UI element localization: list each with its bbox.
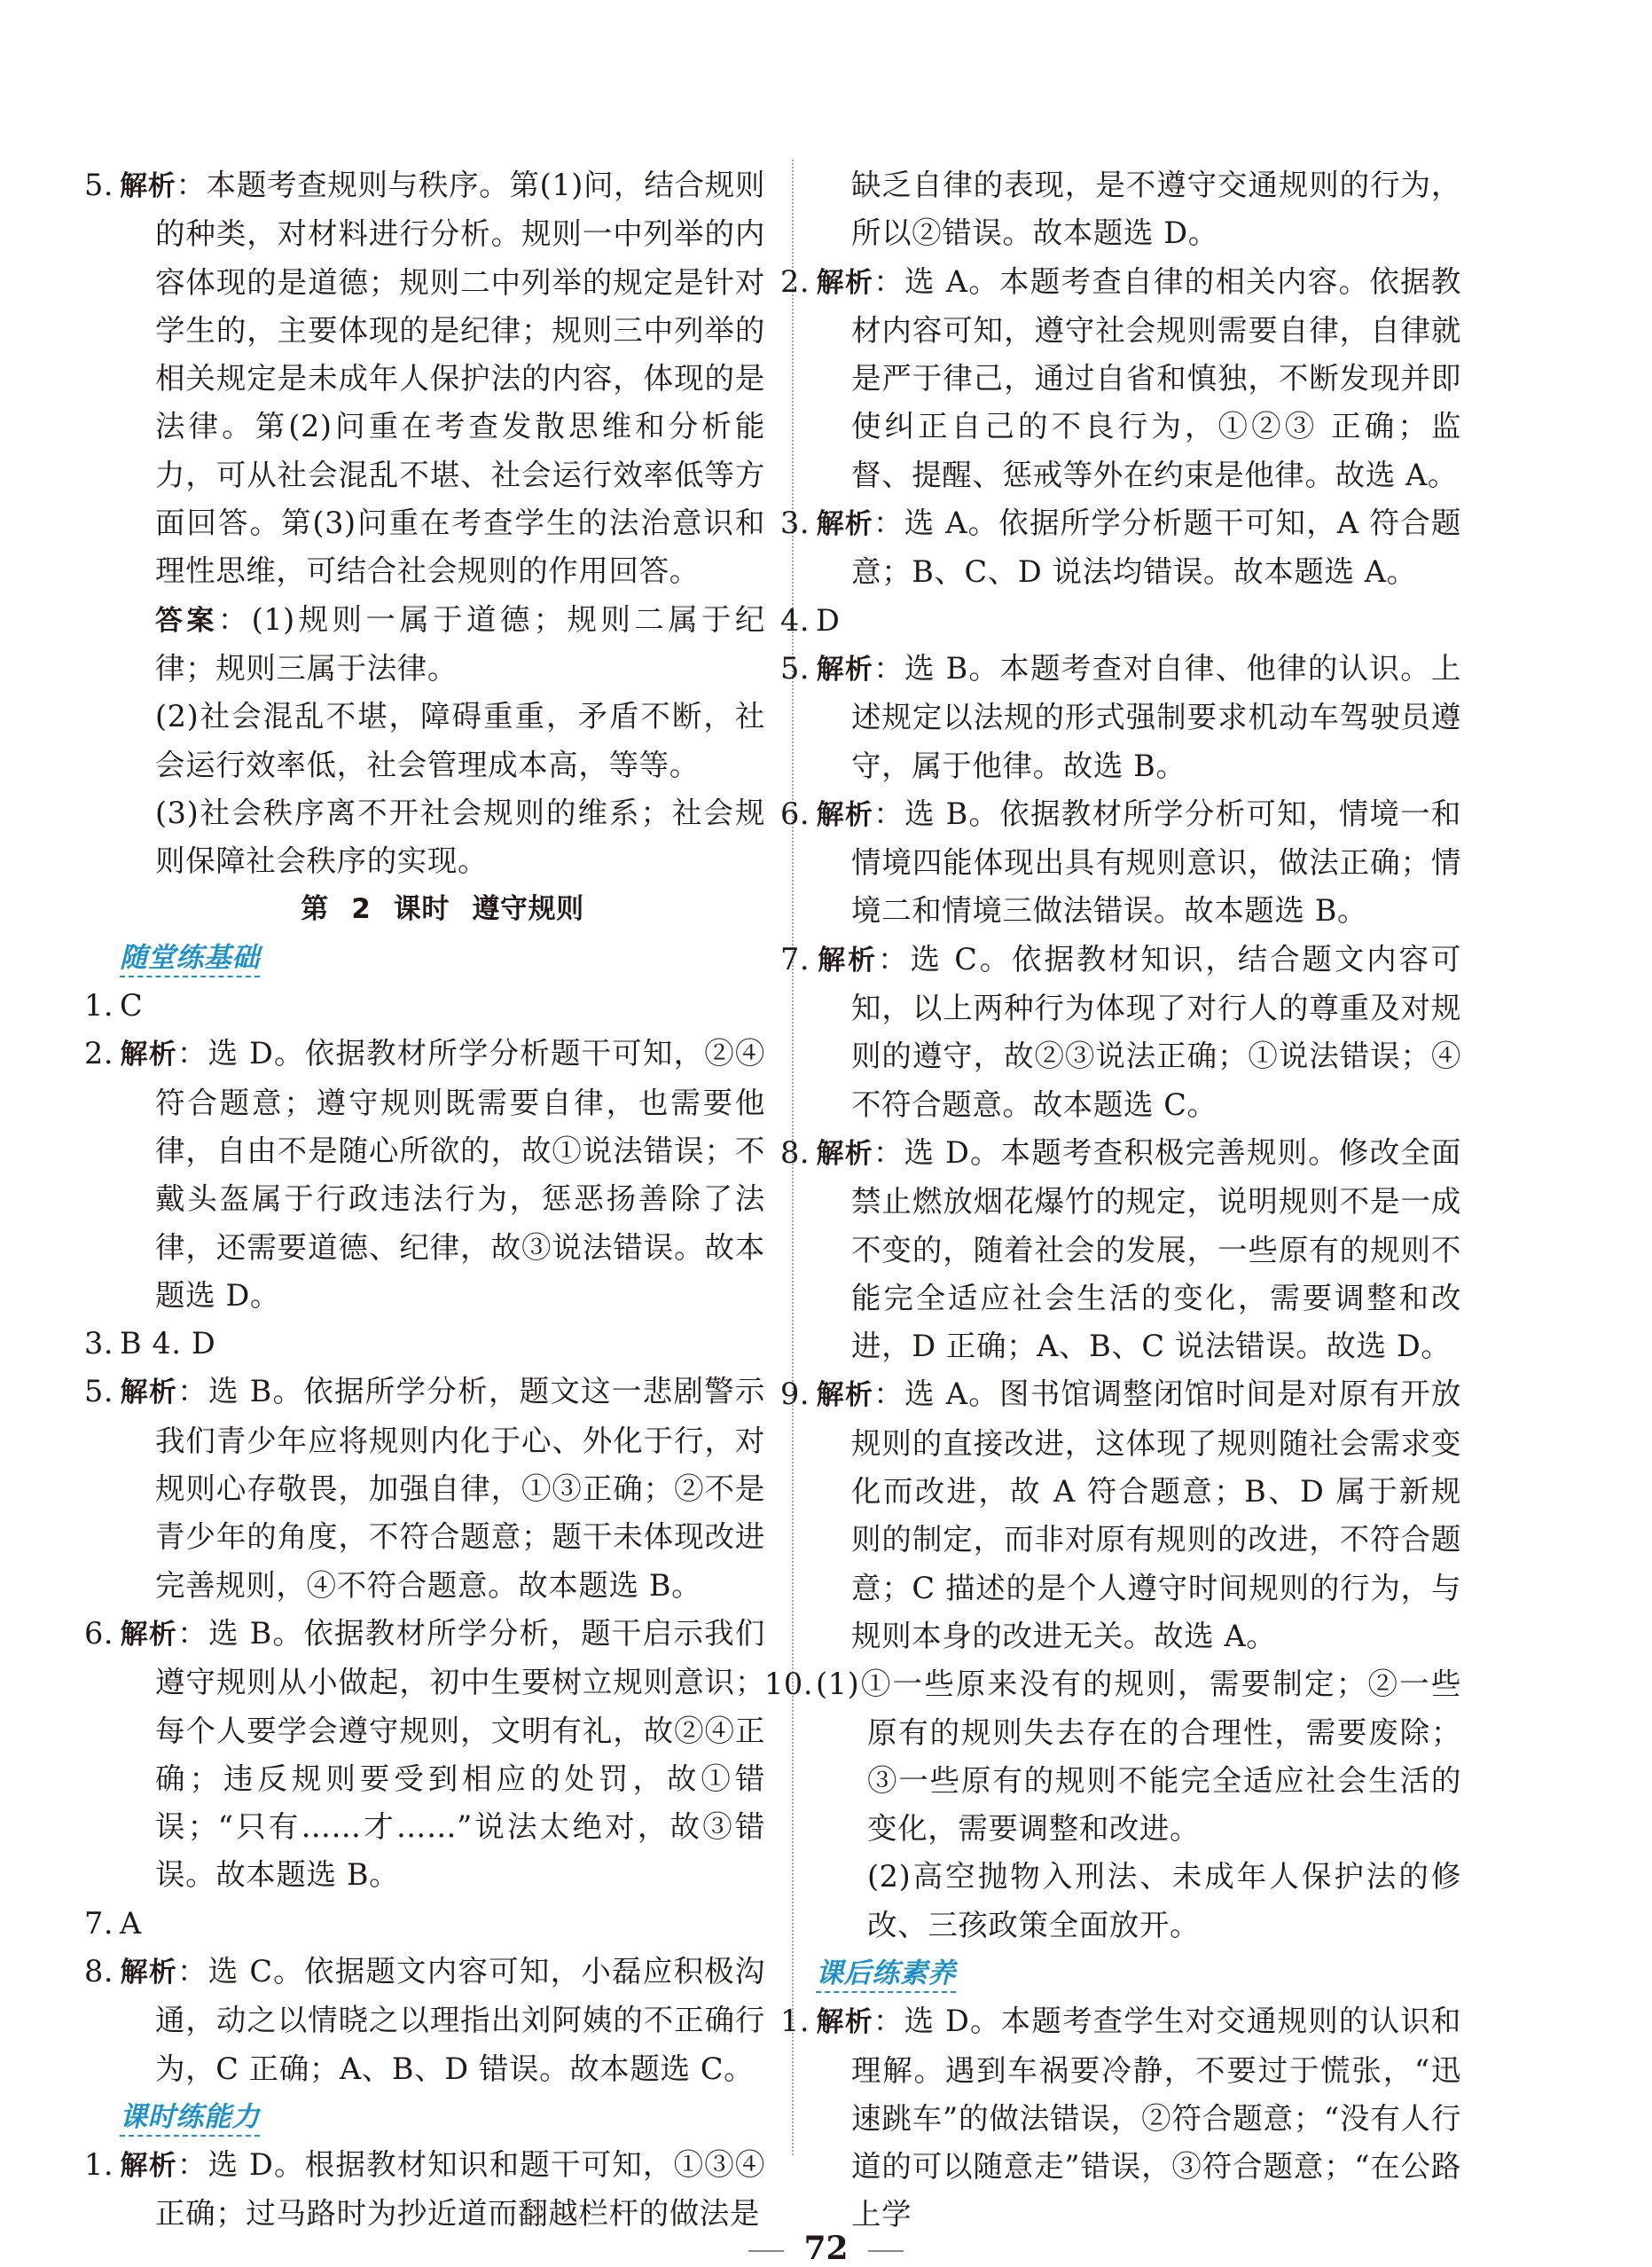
answer-key: 答案：(1)规则一属于道德；规则二属于纪律；规则三属于法律。 [155,601,765,686]
answer-item: 1. 解析：选 D。本题考查学生对交通规则的认识和理解。遇到车祸要冷静，不要过于慌张，“迅速跳车”的做法错误，②符合题意；“没有人行道的可以随意走”错误，③符合题意；“在公路上学 [780,2004,1461,2232]
answer-item: 6. 解析：选 B。依据教材所学分析，题干启示我们遵守规则从小做起，初中生要树立规则意识；每个人要学会遵守规则，文明有礼，故②④正确；违反规则要受到相应的处罚，故①错误；“只有……才……”说法太绝对，故③错误。故本题选 B。 [84,1615,766,1893]
answer-item: 2. 解析：选 D。依据教材所学分析题干可知，②④符合题意；遵守规则既需要自律，也需要他律，自由不是随心所欲的，故①说法错误；不戴头盔属于行政违法行为，惩恶扬善除了法律，还需要道德、纪律，故③说法错误。故本题选 D。 [84,1036,765,1313]
answer-key-part: (2)社会混乱不堪，障碍重重，矛盾不断，社会运行效率低，社会管理成本高，等等。 [155,699,765,782]
answer-item: 1. C [84,988,144,1024]
lesson-title: 第 2 课时 遵守规则 [301,893,584,926]
answer-item: 5. 解析：选 B。本题考查对自律、他律的认识。上述规定以法规的形式强制要求机动车驾驶员遵守，属于他律。故选 B。 [780,650,1462,783]
left-column [84,161,766,2239]
answer-continuation: 缺乏自律的表现，是不遵守交通规则的行为，所以②错误。故本题选 D。 [851,168,1461,251]
section-heading-ability: 课时练能力 [120,2093,765,2141]
answer-item: 3. B 4. D [84,1326,216,1361]
answer-item: 1. 解析：选 D。根据教材知识和题干可知，①③④正确；过马路时为抄近道而翻越栏杆的做法是 [84,2147,765,2232]
answer-item: 8. 解析：选 D。本题考查积极完善规则。修改全面禁止燃放烟花爆竹的规定，说明规则不是一成不变的，随着社会的发展，一些原有的规则不能完全适应社会生活的变化，需要调整和改进，D 正确；A、B、C 说法错误。故选 D。 [780,1134,1461,1364]
answer-item: 8. 解析：选 C。依据题文内容可知，小磊应积极沟通，动之以情晓之以理指出刘阿姨的不正确行为，C 正确；A、B、D 错误。故本题选 C。 [84,1953,765,2086]
answer-item: 10.(1)①一些原来没有的规则，需要制定；②一些原有的规则失去存在的合理性，需要废除；③一些原有的规则不能完全适应社会生活的变化，需要调整和改进。 [764,1667,1461,1847]
footer-dash-left [748,2250,784,2252]
answer-item: 2. 解析：选 A。本题考查自律的相关内容。依据教材内容可知，遵守社会规则需要自律，自律就是严于律己，通过自省和慎独，不断发现并即使纠正自己的不良行为，①②③ 正确；监督、提醒、惩戒等外在约束是他律。故选 A。 [780,263,1462,492]
answer-part: (2)高空抛物入刑法、未成年人保护法的修改、三孩政策全面放开。 [867,1859,1461,1942]
answer-item: 3. 解析：选 A。依据所学分析题干可知，A 符合题意；B、C、D 说法均错误。故本题选 A。 [780,506,1461,590]
section-heading-basic: 随堂练基础 [120,934,765,982]
footer-dash-right [868,2250,904,2252]
answer-item: 4. D [780,602,841,638]
answer-item: 7. 解析：选 C。依据教材知识，结合题文内容可知，以上两种行为体现了对行人的尊重及对规则的遵守，故②③说法正确；①说法错误；④不符合题意。故本题选 C。 [780,941,1462,1122]
answer-item: 5. 解析：本题考查规则与秩序。第(1)问，结合规则的种类，对材料进行分析。规则一中列举的内容体现的是道德；规则二中列举的规定是针对学生的，主要体现的是纪律；规则三中列举的相关规定是未成年人保护法的内容，体现的是法律。第(2)问重在考查发散思维和分析能力，可从社会混乱不堪、社会运行效率低等方面回答。第(3)问重在考查学生的法治意识和理性思维，可结合社会规则的作用回答。 [84,168,765,589]
page-number: 72 [803,2230,849,2267]
section-heading-literacy: 课后练素养 [816,1949,1461,1997]
answer-item: 9. 解析：选 A。图书馆调整闭馆时间是对原有开放规则的直接改进，这体现了规则随社会需求变化而改进，故 A 符合题意；B、D 属于新规则的制定，而非对原有规则的改进，不符合题意；C 描述的是个人遵守时间规则的行为，与规则本身的改进无关。故选 A。 [780,1377,1462,1653]
answer-item: 6. 解析：选 B。依据教材所学分析可知，情境一和情境四能体现出具有规则意识，做法正确；情境二和情境三做法错误。故本题选 B。 [780,796,1462,929]
right-column [764,161,1462,2240]
answer-item: 7. A [84,1905,142,1941]
answer-key-part: (3)社会秩序离不开社会规则的维系；社会规则保障社会秩序的实现。 [155,795,765,879]
answer-item: 5. 解析：选 B。依据所学分析，题文这一悲剧警示我们青少年应将规则内化于心、外化于行，对规则心存敬畏，加强自律，①③正确；②不是青少年的角度，不符合题意；题干未体现改进完善规则，④不符合题意。故本题选 B。 [84,1374,766,1603]
page-footer [0,2231,1652,2266]
